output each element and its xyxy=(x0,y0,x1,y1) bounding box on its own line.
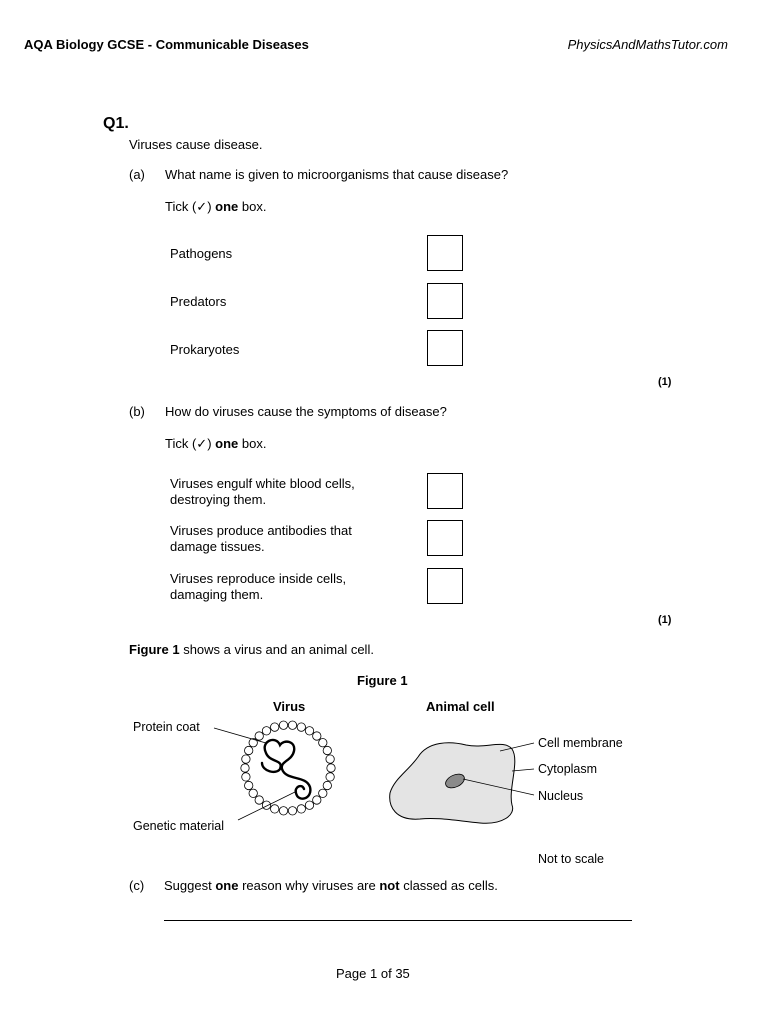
protein-coat-bead xyxy=(297,805,305,813)
figure-caption: Figure 1 xyxy=(357,673,408,688)
label-protein-coat: Protein coat xyxy=(133,720,200,734)
option-a3-label: Prokaryotes xyxy=(170,342,240,357)
part-a-prompt: What name is given to microorganisms that cause disease? xyxy=(165,167,509,182)
part-c-letter: (c) xyxy=(129,878,145,893)
page-footer: Page 1 of 35 xyxy=(336,966,410,981)
part-b-prompt: How do viruses cause the symptoms of disease? xyxy=(165,404,447,419)
virus-genetic-material xyxy=(262,740,310,799)
protein-coat-bead xyxy=(245,781,253,789)
protein-coat-bead xyxy=(305,801,313,809)
protein-coat-bead xyxy=(241,764,249,772)
protein-coat-bead xyxy=(305,727,313,735)
label-genetic-material: Genetic material xyxy=(133,819,225,833)
part-c-prompt: Suggest one reason why viruses are not classed as cells. xyxy=(164,878,498,893)
figure-intro: Figure 1 shows a virus and an animal cell. xyxy=(129,642,374,657)
option-a1-checkbox[interactable] xyxy=(427,235,463,271)
protein-coat-bead xyxy=(319,739,327,747)
option-b1-label: Viruses engulf white blood cells, destroying them. xyxy=(170,476,355,507)
label-cell-membrane: Cell membrane xyxy=(538,736,623,750)
protein-coat-bead xyxy=(271,805,279,813)
protein-coat-bead xyxy=(323,746,331,754)
protein-coat-bead xyxy=(271,723,279,731)
label-cytoplasm: Cytoplasm xyxy=(538,762,598,776)
part-a-instruction: Tick (✓) one box. xyxy=(165,199,267,214)
protein-coat-bead xyxy=(323,781,331,789)
part-b-letter: (b) xyxy=(129,404,145,419)
question-number: Q1. xyxy=(103,115,129,132)
protein-coat-bead xyxy=(313,796,321,804)
answer-line[interactable] xyxy=(164,920,632,921)
protein-coat-bead xyxy=(242,773,250,781)
option-b2-label: Viruses produce antibodies that damage tissues. xyxy=(170,523,352,554)
virus-title: Virus xyxy=(273,699,306,714)
question-intro: Viruses cause disease. xyxy=(129,137,263,152)
option-b3-label: Viruses reproduce inside cells, damaging them. xyxy=(170,571,347,602)
label-not-to-scale: Not to scale xyxy=(538,852,605,866)
figure-diagram xyxy=(120,695,660,870)
part-b-marks: (1) xyxy=(658,614,672,626)
protein-coat-bead xyxy=(245,746,253,754)
protein-coat-bead xyxy=(326,755,334,763)
tick-mark-icon: ✓ xyxy=(196,436,208,451)
protein-coat-bead xyxy=(319,789,327,797)
option-a2-checkbox[interactable] xyxy=(427,283,463,319)
protein-coat-bead xyxy=(262,801,270,809)
tick-mark-icon: ✓ xyxy=(196,199,208,214)
option-a1-label: Pathogens xyxy=(170,246,233,261)
protein-coat-bead xyxy=(288,721,296,729)
protein-coat-bead xyxy=(255,796,263,804)
part-a-marks: (1) xyxy=(658,376,672,388)
label-nucleus: Nucleus xyxy=(538,789,584,803)
protein-coat-bead xyxy=(255,732,263,740)
site-name: PhysicsAndMathsTutor.com xyxy=(567,37,728,52)
virus-protein-coat xyxy=(241,721,335,815)
protein-coat-bead xyxy=(326,773,334,781)
protein-coat-bead xyxy=(327,764,335,772)
document-title: AQA Biology GCSE - Communicable Diseases xyxy=(24,37,309,52)
protein-coat-bead xyxy=(242,755,250,763)
protein-coat-bead xyxy=(279,807,287,815)
option-b1-checkbox[interactable] xyxy=(427,473,463,509)
protein-coat-bead xyxy=(249,789,257,797)
protein-coat-bead xyxy=(297,723,305,731)
option-a3-checkbox[interactable] xyxy=(427,330,463,366)
option-a2-label: Predators xyxy=(170,294,227,309)
part-b-instruction: Tick (✓) one box. xyxy=(165,436,267,451)
option-b3-checkbox[interactable] xyxy=(427,568,463,604)
cell-title: Animal cell xyxy=(426,699,495,714)
protein-coat-bead xyxy=(288,807,296,815)
protein-coat-bead xyxy=(262,727,270,735)
protein-coat-bead xyxy=(279,721,287,729)
protein-coat-bead xyxy=(313,732,321,740)
part-a-letter: (a) xyxy=(129,167,145,182)
option-b2-checkbox[interactable] xyxy=(427,520,463,556)
